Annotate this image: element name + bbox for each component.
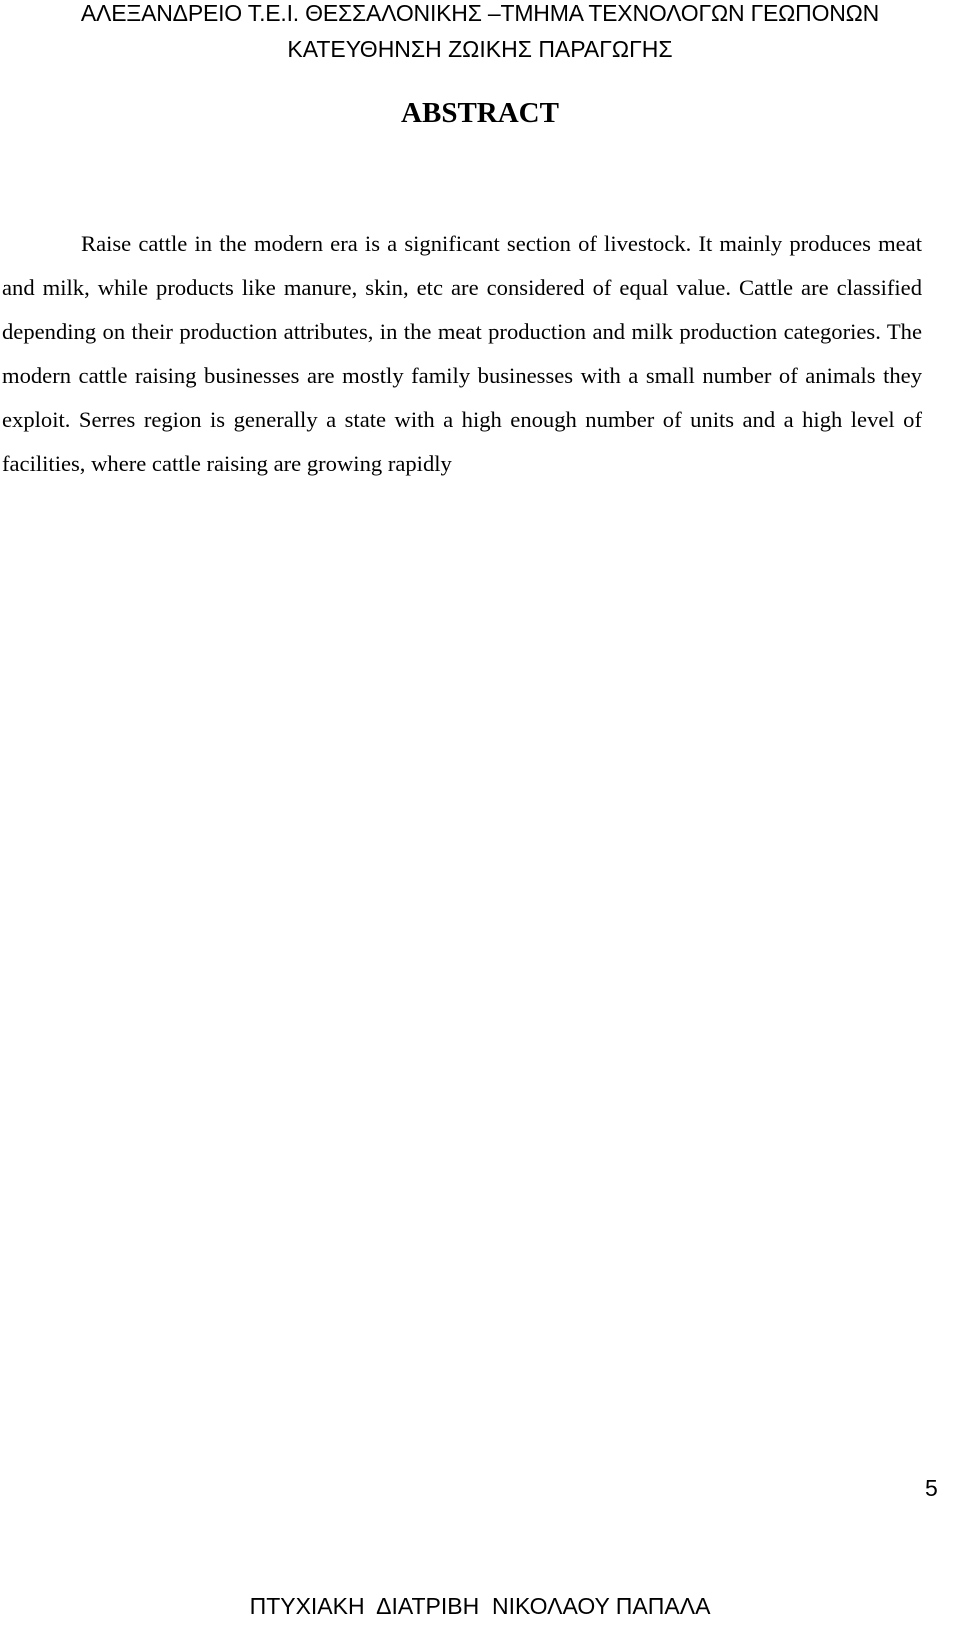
page-title: ABSTRACT <box>401 97 559 129</box>
page-footer: ΠΤΥΧΙΑΚΗ ΔΙΑΤΡΙΒΗ ΝΙΚΟΛΑΟΥ ΠΑΠΑΛΑ <box>249 1593 711 1619</box>
abstract-paragraph: Raise cattle in the modern era is a significant section of livestock. It mainly produces meat and milk, while products like manure, skin, etc are considered of equal value. Cattle are classified depending on their production attributes, in the meat production and milk production categories. The modern cattle raising businesses are mostly family businesses with a small number of animals they exploit. Serres region is generally a state with a high enough number of units and a high level of facilities, where cattle raising are growing rapidly <box>2 231 922 476</box>
header-institution: ΑΛΕΞΑΝΔΡΕΙΟ Τ.Ε.Ι. ΘΕΣΣΑΛΟΝΙΚΗΣ –ΤΜΗΜΑ ΤΕΧΝΟΛΟΓΩΝ ΓΕΩΠΟΝΩΝ <box>80 0 880 26</box>
header-department: ΚΑΤΕΥΘΗΝΣΗ ΖΩΙΚΗΣ ΠΑΡΑΓΩΓΗΣ <box>287 36 673 62</box>
page-number: 5 <box>925 1475 938 1501</box>
